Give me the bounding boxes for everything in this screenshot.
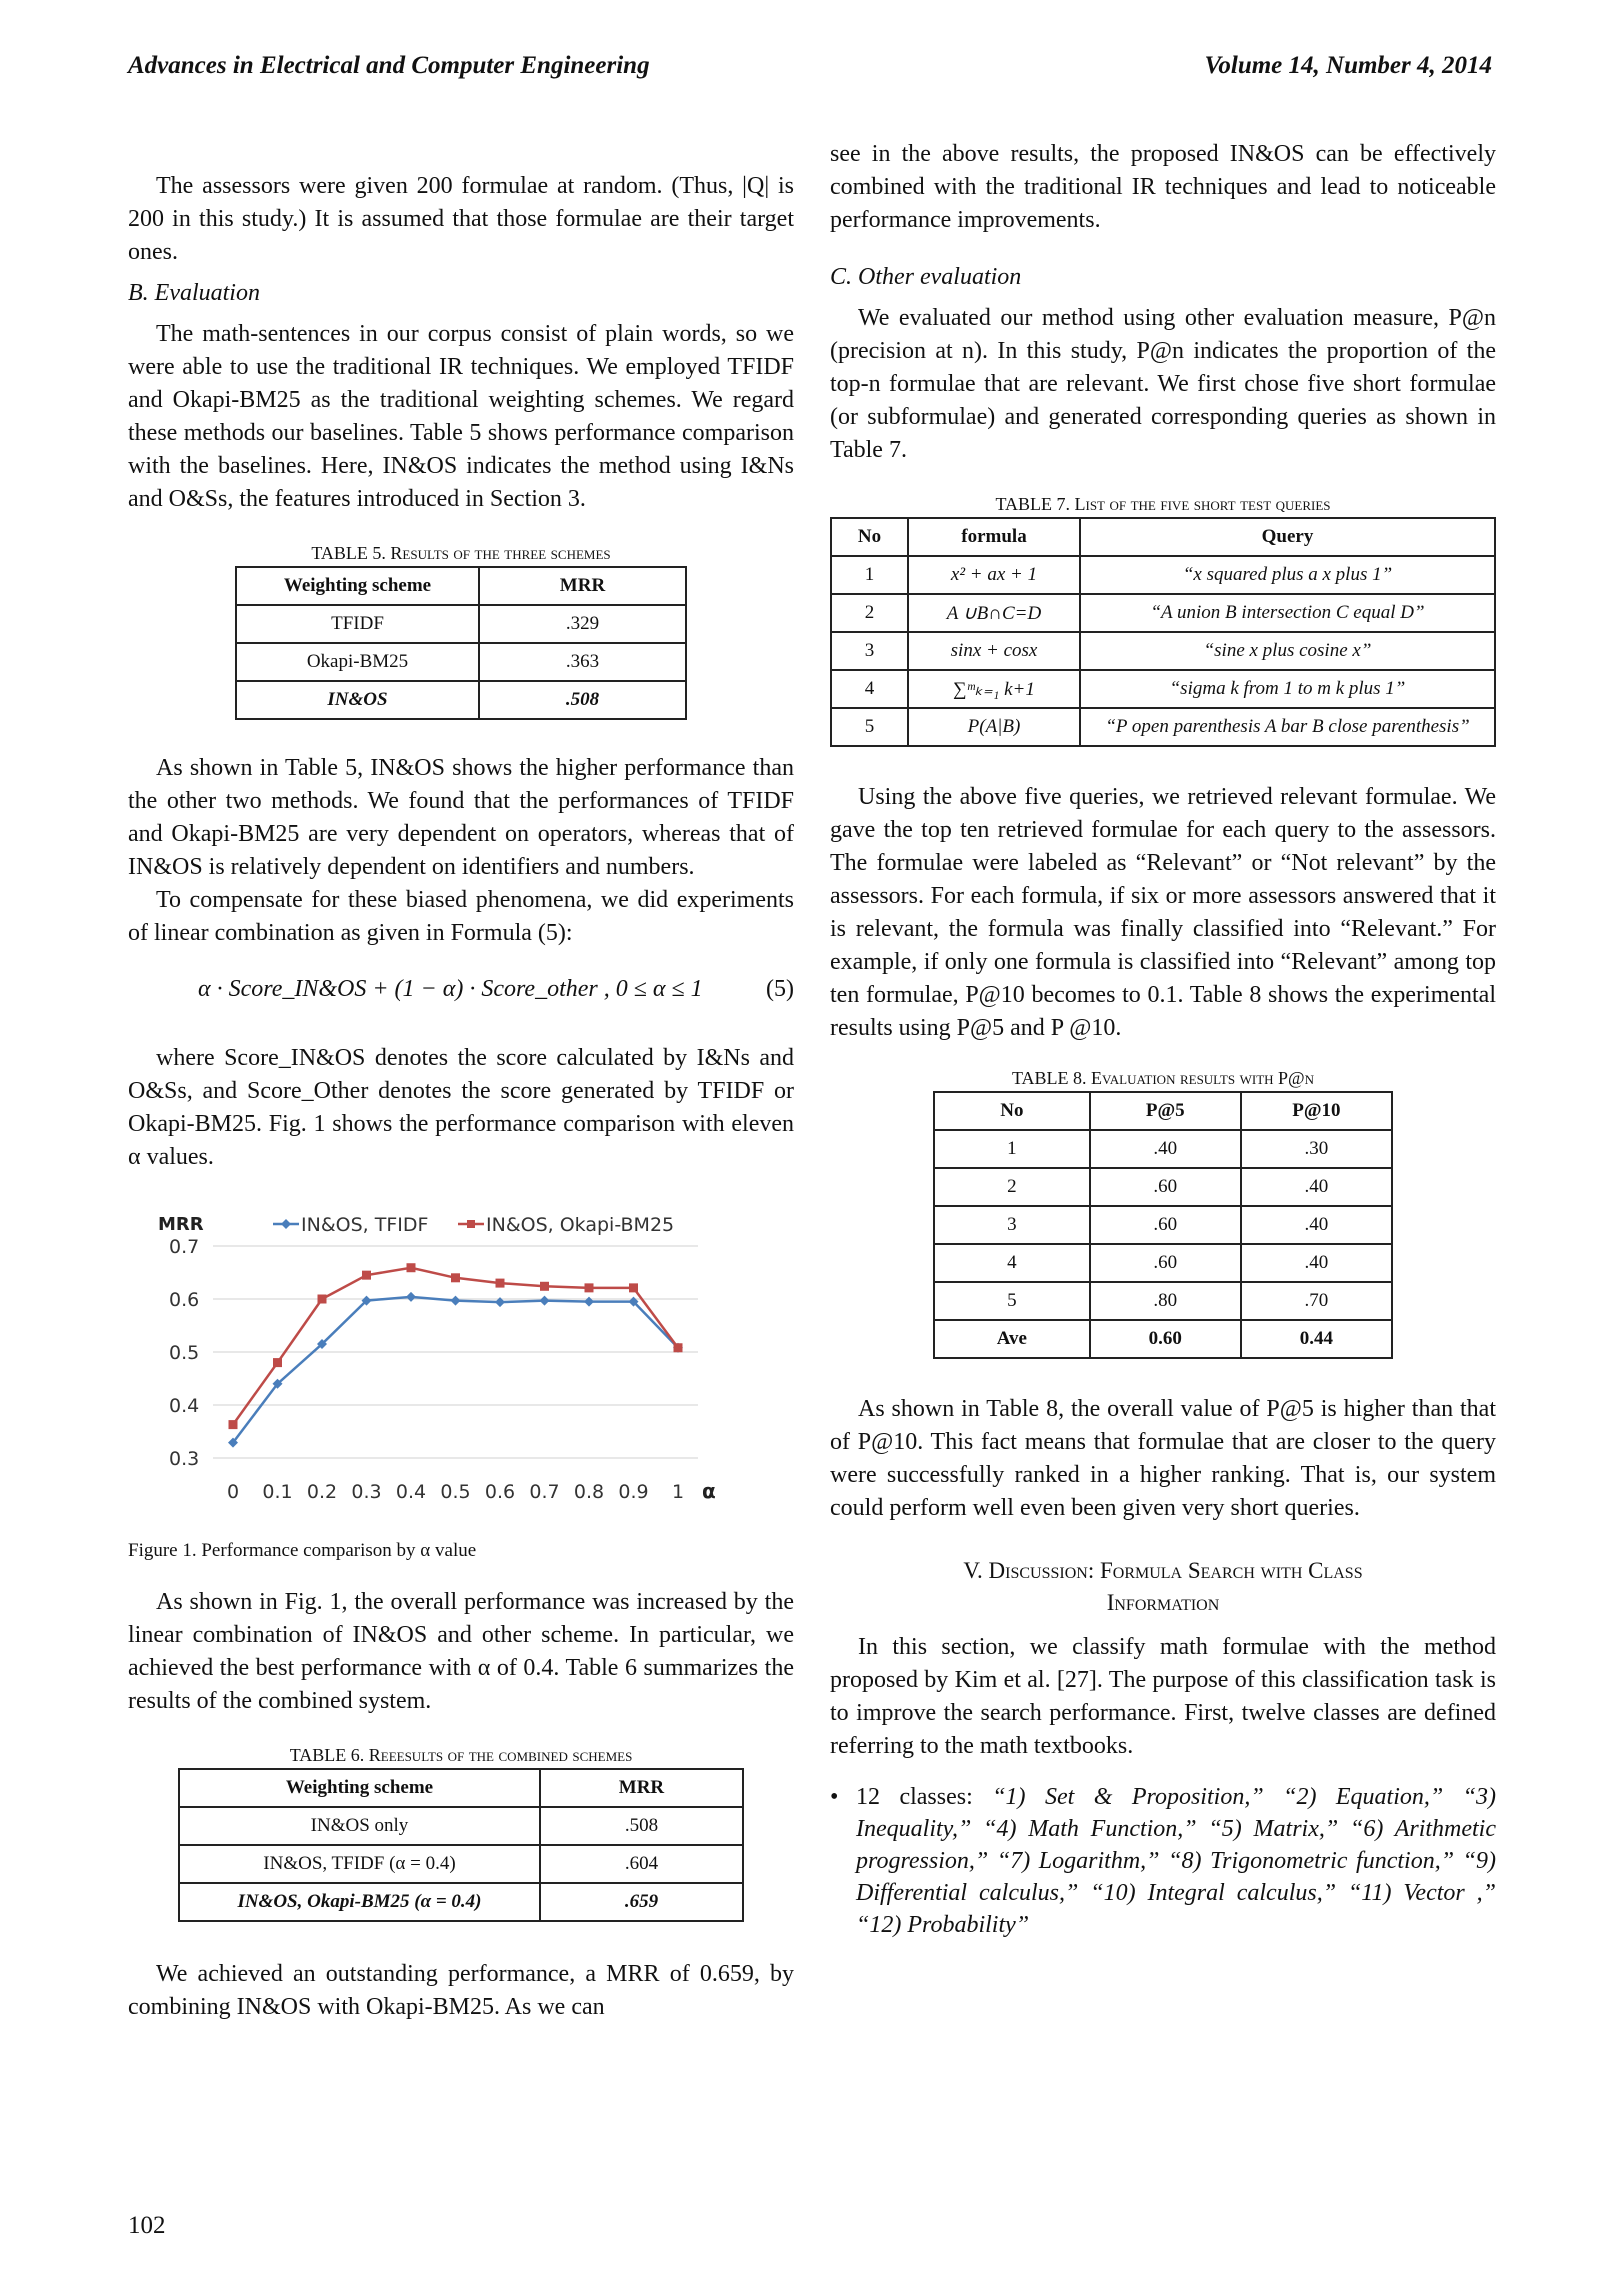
- right-column: [830, 138, 1496, 1941]
- data-point: [273, 1358, 282, 1367]
- table-row: Okapi-BM25 .363: [236, 643, 686, 681]
- x-tick-label: 0.6: [484, 1481, 516, 1503]
- table-header: formula: [908, 518, 1080, 556]
- table-row: IN&OS only .508: [179, 1807, 743, 1845]
- x-tick-label: 0.2: [306, 1481, 338, 1503]
- paragraph: The math-sentences in our corpus consist of plain words, so we were able to use the traditional IR techniques. We employed TFIDF and Okapi-BM25 as the traditional weighting schemes. We regard these methods our baselines. Table 5 shows performance comparison with the baselines. Here, IN&OS indicates the method using I&Ns and O&Ss, the features introduced in Section 3.: [128, 321, 794, 512]
- paragraph: Using the above five queries, we retrieved relevant formulae. We gave the top ten retrieved formulae for each query to the assessors. The formulae were labeled as “Relevant” or “Not relevant” by the assessors. For each formula, if six or more assessors answered that it is relevant, the formula was finally classified into “Relevant.” For example, if only one formula is classified into “Relevant” among top ten formulae, P@10 becomes to 0.1. Table 8 shows the experimental results using P@5 and P @10.: [830, 784, 1496, 1041]
- table-header: No: [831, 518, 908, 556]
- paragraph: As shown in Table 8, the overall value of P@5 is higher than that of P@10. This fact means that formulae that are closer to the query were successfully ranked in a higher ranking. That is, our system could perform well even been given very short queries.: [830, 1396, 1496, 1521]
- paragraph: We evaluated our method using other evaluation measure, P@n (precision at n). In this study, P@n indicates the proportion of the top-n formulae that are relevant. We first chose five short formulae (or subformulae) and generated corresponding queries as shown in Table 7.: [830, 305, 1496, 463]
- x-tick-label: 0.9: [618, 1481, 649, 1503]
- data-point: [540, 1296, 550, 1306]
- x-tick-label: 0.3: [351, 1481, 382, 1503]
- table-row: IN&OS, Okapi-BM25 (α = 0.4) .659: [179, 1883, 743, 1921]
- section-heading-b: B. Evaluation: [128, 280, 260, 306]
- bullet-icon: •: [830, 1784, 839, 1810]
- data-point: [496, 1279, 505, 1288]
- table-row: 5 P(A|B) “P open parenthesis A bar B close parenthesis”: [831, 708, 1495, 746]
- data-point: [407, 1263, 416, 1272]
- line-chart: [128, 1196, 794, 1536]
- table-header: P@10: [1241, 1092, 1392, 1130]
- paragraph: As shown in Table 5, IN&OS shows the higher performance than the other two methods. We found that the performances of TFIDF and Okapi-BM25 are very dependent on operators, whereas that of IN&OS is relatively dependent on identifiers and numbers.: [128, 755, 794, 880]
- table-row: 1 .40 .30: [934, 1130, 1392, 1168]
- data-point: [229, 1420, 238, 1429]
- table-row: 4 .60 .40: [934, 1244, 1392, 1282]
- table5: [235, 566, 687, 720]
- table-row: Ave 0.60 0.44: [934, 1320, 1392, 1358]
- data-point: [406, 1292, 416, 1302]
- legend-label: IN&OS, Okapi-BM25: [486, 1214, 675, 1236]
- table-row: 3 sinx + cosx “sine x plus cosine x”: [831, 632, 1495, 670]
- table6: [178, 1768, 744, 1922]
- table-header: Query: [1080, 518, 1495, 556]
- legend-label: IN&OS, TFIDF: [301, 1214, 429, 1236]
- table-row: 1 x² + ax + 1 “x squared plus a x plus 1”: [831, 556, 1495, 594]
- formula-expression: α · Score_IN&OS + (1 − α) · Score_other , 0 ≤ α ≤ 1: [198, 976, 703, 1002]
- table-header: MRR: [479, 567, 686, 605]
- section-heading-v: V. Discussion: Formula Search with Class Information: [963, 1558, 1363, 1615]
- data-point: [584, 1297, 594, 1307]
- x-tick-label: 1: [671, 1481, 685, 1503]
- table-row: 4 ∑ᵐₖ₌₁ k+1 “sigma k from 1 to m k plus 1”: [831, 670, 1495, 708]
- data-point: [540, 1282, 549, 1291]
- y-tick-label: 0.4: [169, 1395, 200, 1417]
- y-tick-label: 0.3: [169, 1448, 200, 1470]
- data-point: [451, 1273, 460, 1282]
- x-tick-label: 0.7: [529, 1481, 560, 1503]
- x-axis-label: α: [702, 1479, 716, 1503]
- page-number: 102: [128, 2212, 166, 2239]
- data-point: [585, 1283, 594, 1292]
- table-header: No: [934, 1092, 1090, 1130]
- volume-info: Volume 14, Number 4, 2014: [1204, 52, 1492, 79]
- paragraph: where Score_IN&OS denotes the score calculated by I&Ns and O&Ss, and Score_Other denotes the score generated by TFIDF or Okapi-BM25. Fig. 1 shows the performance comparison with eleven α values.: [128, 1045, 794, 1170]
- table-row: 2 A ∪B∩C=D “A union B intersection C equal D”: [831, 594, 1495, 632]
- data-point: [674, 1343, 683, 1352]
- table8-caption: TABLE 8. Evaluation results with P@n: [1011, 1068, 1315, 1088]
- figure-1-chart: [128, 1196, 794, 1536]
- y-tick-label: 0.7: [169, 1236, 200, 1258]
- x-tick-label: 0.4: [395, 1481, 427, 1503]
- x-tick-label: 0.8: [573, 1481, 605, 1503]
- table8: [933, 1091, 1393, 1359]
- table-header: MRR: [540, 1769, 743, 1807]
- table6-caption: TABLE 6. Reeesults of the combined schemes: [289, 1745, 633, 1765]
- figure-caption: Figure 1. Performance comparison by α value: [128, 1540, 477, 1561]
- legend-marker: [467, 1220, 475, 1228]
- left-column: [128, 138, 794, 2024]
- table-row: 5 .80 .70: [934, 1282, 1392, 1320]
- paragraph: We achieved an outstanding performance, a MRR of 0.659, by combining IN&OS with Okapi-BM25. As we can: [128, 1961, 794, 2020]
- class-list-bullet: • 12 classes: “1) Set & Proposition,” “2) Equation,” “3) Inequality,” “4) Math Function,” “5) Matrix,” “6) Arithmetic progression,” “7) Logarithm,” “8) Trigonometric function,” “9) Differential calculus,” “10) Integral calculus,” “11) Vector ,” “12) Probability”: [830, 1781, 1496, 1941]
- series-line: [233, 1268, 678, 1425]
- data-point: [318, 1295, 327, 1304]
- data-point: [451, 1296, 461, 1306]
- paragraph: In this section, we classify math formulae with the method proposed by Kim et al. [27]. The purpose of this classification task is to improve the search performance. First, twelve classes are defined referring to the math textbooks.: [830, 1634, 1496, 1759]
- paragraph: see in the above results, the proposed IN&OS can be effectively combined with the traditional IR techniques and lead to noticeable performance improvements.: [830, 141, 1496, 233]
- y-axis-label: MRR: [158, 1214, 204, 1235]
- table5-caption: TABLE 5. Results of the three schemes: [311, 543, 611, 563]
- formula-number: (5): [766, 976, 794, 1002]
- formula-5: [128, 964, 794, 1022]
- x-tick-label: 0.1: [262, 1481, 293, 1503]
- section-heading-c: C. Other evaluation: [830, 264, 1022, 290]
- table7-caption: TABLE 7. List of the five short test queries: [995, 494, 1331, 514]
- data-point: [629, 1283, 638, 1292]
- table-row: 2 .60 .40: [934, 1168, 1392, 1206]
- paragraph: The assessors were given 200 formulae at random. (Thus, |Q| is 200 in this study.) It is assumed that those formulae are their target ones.: [128, 173, 794, 265]
- data-point: [362, 1271, 371, 1280]
- table-row: TFIDF .329: [236, 605, 686, 643]
- table-row: IN&OS .508: [236, 681, 686, 719]
- table-header: P@5: [1090, 1092, 1241, 1130]
- journal-title: Advances in Electrical and Computer Engineering: [128, 52, 650, 79]
- table-row: 3 .60 .40: [934, 1206, 1392, 1244]
- y-tick-label: 0.6: [169, 1289, 200, 1311]
- y-tick-label: 0.5: [169, 1342, 200, 1364]
- table-header: Weighting scheme: [236, 567, 479, 605]
- legend-marker: [281, 1219, 291, 1229]
- table-header: Weighting scheme: [179, 1769, 540, 1807]
- table7: [830, 517, 1496, 747]
- paragraph: As shown in Fig. 1, the overall performance was increased by the linear combination of IN&OS and other scheme. In particular, we achieved the best performance with α of 0.4. Table 6 summarizes the results of the combined system.: [128, 1589, 794, 1714]
- x-tick-label: 0.5: [440, 1481, 471, 1503]
- paragraph: To compensate for these biased phenomena, we did experiments of linear combination as given in Formula (5):: [128, 887, 794, 946]
- series-line: [233, 1297, 678, 1443]
- table-row: IN&OS, TFIDF (α = 0.4) .604: [179, 1845, 743, 1883]
- x-tick-label: 0: [226, 1481, 240, 1503]
